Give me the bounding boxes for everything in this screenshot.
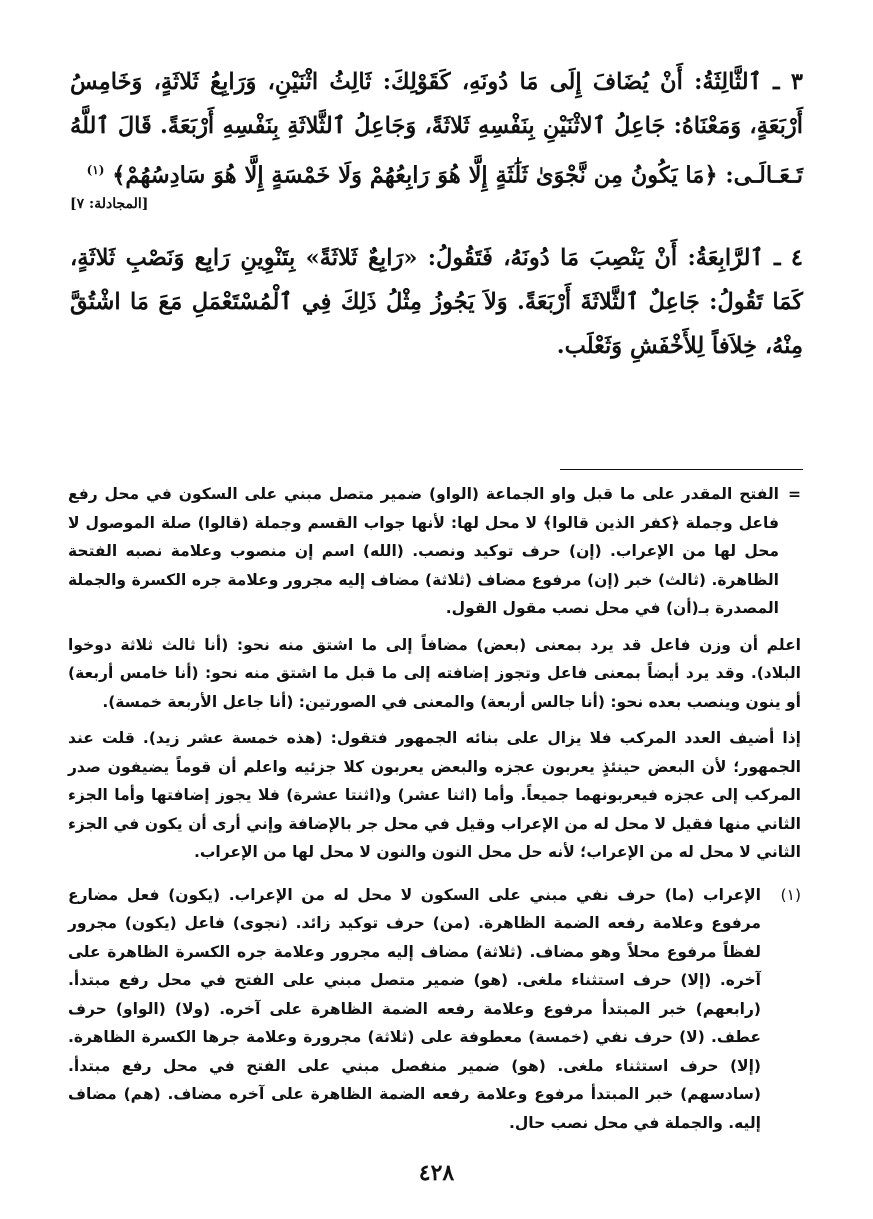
quran-reference: [المجادلة: ٧] bbox=[70, 195, 149, 212]
footnote-number: (١) bbox=[780, 885, 801, 904]
note-text: إذا أضيف العدد المركب فلا يزال على بنائه الجمهور فتقول: (هذه خمسة عشر زيد). قلت عند الجمهور؛ لأن البعض حينئذٍ يعربون عجزه والبعض يعربون كلا جزئيه واعلم أن قوماً يضيفون صدر المركب إلى عجزه فيعربونهما جميعاً. وأما (اثنا عشر) و(اثنتا عشرة) فلا يجوز إضافتها وأما الجزء الثاني منها فقيل لا محل له من الإعراب وقيل في محل جر بالإضافة وإني أرى أن يكون في الجزء الثاني لا محل له من الإعراب؛ لأنه حل محل النون والنون لا محل لها من الإعراب. bbox=[68, 729, 801, 861]
paragraph-fourth bbox=[70, 236, 803, 368]
page-number: ٤٢٨ bbox=[418, 1160, 455, 1186]
paragraph-third-text: ٣ ـ ٱلثَّالِثَةُ: أَنْ يُضَافَ إِلَى مَا دُونَهِ، كَقَوْلِكَ: ثَالِثُ اثْنَيْنِ، وَرَابِعُ ثَلاثَةٍ، وَخَامِسُ أَرْبَعَةٍ، وَمَعْنَاهُ: جَاعِلُ ٱلاثْنَيْنِ بِنَفْسِهِ ثَلاثَةً، وَجَاعِلُ ٱلثَّلاثَةِ بِنَفْسِهِ أَرْبَعَةً. قَالَ ٱللَّهُ تَـعَـالَـى: ﴿مَا يَكُونُ مِن نَّجْوَىٰ ثَلَٰثَةٍ إِلَّا هُوَ رَابِعُهُمْ وَلَا خَمْسَةٍ إِلَّا هُوَ سَادِسُهُمْ﴾ bbox=[70, 69, 803, 189]
footnote-text: الإعراب (ما) حرف نفي مبني على السكون لا محل له من الإعراب. (يكون) فعل مضارع مرفوع وعلامة رفعه الضمة الظاهرة. (من) حرف توكيد زائد. (نجوى) فاعل (يكون) مجرور لفظاً مرفوع محلاً وهو مضاف. (ثلاثة) مضاف إليه مجرور وعلامة جره الكسرة الظاهرة على آخره. (إلا) حرف استثناء ملغى. (هو) ضمير متصل مبني على الفتح في محل رفع مبتدأ. (رابعهم) خبر المبتدأ مرفوع وعلامة رفعه الضمة الظاهرة على آخره. (ولا) (الواو) حرف عطف. (لا) حرف نفي (خمسة) معطوفة على (ثلاثة) مجرورة وعلامة جرها الكسرة الظاهرة. (إلا) حرف استثناء ملغى. (هو) ضمير منفصل مبني على الفتح في محل رفع مبتدأ. (سادسهم) خبر المبتدأ مرفوع وعلامة رفعه الضمة الظاهرة على آخره مضاف. (هم) مضاف إليه. والجملة في محل نصب حال. bbox=[68, 885, 761, 1132]
note-text: اعلم أن وزن فاعل قد يرد بمعنى (بعض) مضافاً إلى ما اشتق منه نحو: (أنا ثالث ثلاثة دوخوا البلاد). وقد يرد أيضاً بمعنى فاعل وتجوز إضافته إلى ما قبل ما اشتق منه نحو: (أنا خامس أربعة) أو ينون وينصب بعده نحو: (أنا جالس أربعة) والمعنى في الصورتين: (أنا جاعل الأربعة خمسة). bbox=[68, 635, 801, 711]
footnote-marker: (١) bbox=[86, 163, 105, 177]
note-paragraph bbox=[68, 724, 801, 867]
footnote-one bbox=[68, 881, 801, 1138]
paragraph-third bbox=[70, 60, 803, 214]
footnotes bbox=[68, 480, 801, 1145]
main-text bbox=[70, 60, 803, 390]
footnote-continuation bbox=[68, 480, 801, 623]
footnote-divider bbox=[560, 469, 803, 470]
note-paragraph bbox=[68, 631, 801, 717]
continuation-mark: = bbox=[788, 485, 801, 503]
footnote-text: الفتح المقدر على ما قبل واو الجماعة (الواو) ضمير متصل مبني على السكون في محل رفع فاعل وجملة ﴿كفر الذين قالوا﴾ لا محل لها: لأنها جواب القسم وجملة (قالوا) صلة الموصول لا محل لها من الإعراب. (إن) حرف توكيد ونصب. (الله) اسم إن منصوب وعلامة نصبه الفتحة الظاهرة. (ثالث) خبر (إن) مرفوع مضاف (ثلاثة) مضاف إليه مجرور وعلامة جره الكسرة والجملة المصدرة بـ(أن) في محل نصب مقول القول. bbox=[68, 485, 779, 617]
paragraph-fourth-text: ٤ ـ ٱلرَّابِعَةُ: أَنْ يَنْصِبَ مَا دُونَهُ، فَتَقُولُ: «رَابِعٌ ثَلاثَةً» بِتَنْوِينِ رَابِع وَنَصْبِ ثَلاثَةٍ، كَمَا تَقُولُ: جَاعِلٌ ٱلثَّلاثَةَ أَرْبَعَةً. وَلاَ يَجُوزُ مِثْلُ ذَلِكَ فِي ٱلْمُسْتَعْمَلِ مَعَ مَا اشْتُقَّ مِنْهُ، خِلاَفاً لِلأَخْفَشِ وَثَعْلَب. bbox=[70, 244, 803, 359]
